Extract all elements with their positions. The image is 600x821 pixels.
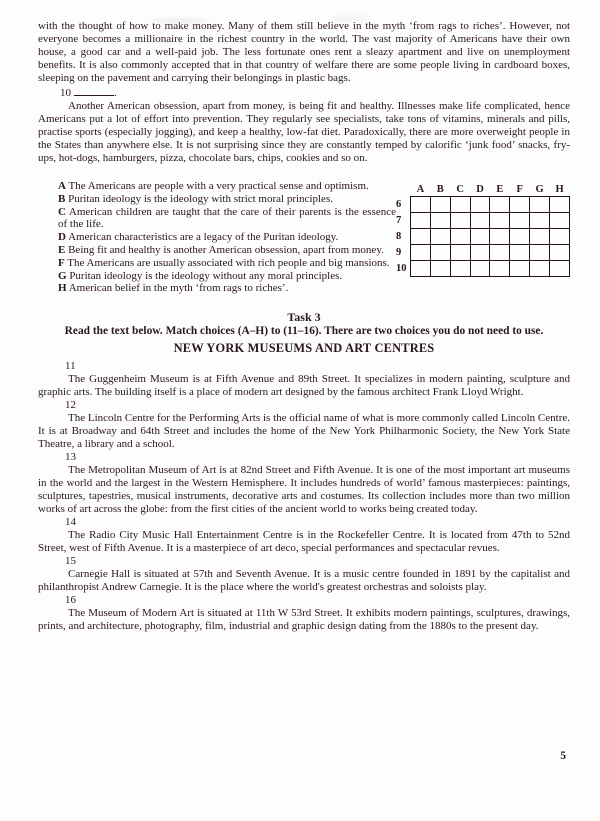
item-text: Carnegie Hall is situated at 57th and Seventh Avenue. It is a music centre founded in 1891 by the capitalist and philanthropist Andrew Carnegie. It is the place where the world's greatest orchestras and soloists play. <box>38 568 570 594</box>
option-text: The Americans are people with a very practical sense and optimism. <box>65 180 369 192</box>
option-letter: E <box>58 243 66 256</box>
answer-cell-9-B <box>430 245 450 261</box>
grid-column-label-D: D <box>476 183 484 195</box>
grid-row-label-6: 6 <box>396 199 402 210</box>
answer-cell-6-G <box>530 197 550 213</box>
grid-row-label-10: 10 <box>396 263 407 274</box>
grid-column-label-C: C <box>456 183 464 195</box>
answer-cell-9-D <box>470 245 490 261</box>
gap-punct: . <box>114 87 117 99</box>
option-text: American children are taught that the care of their parents is the essence of the life. <box>58 205 397 231</box>
item-12 <box>38 399 570 451</box>
grid-row-label-7: 7 <box>396 215 402 226</box>
matching-section <box>38 180 570 295</box>
grid-column-label-G: G <box>535 183 544 195</box>
grid-row-label-9: 9 <box>396 247 402 258</box>
option-letter: D <box>58 231 66 244</box>
answer-cell-7-C <box>450 213 470 229</box>
answer-cell-10-E <box>490 261 510 277</box>
answer-cell-10-G <box>530 261 550 277</box>
task3-heading: Task 3 <box>287 310 321 325</box>
item-number: 15 <box>65 555 76 568</box>
grid-column-label-A: A <box>416 183 425 195</box>
answer-cell-9-H <box>550 245 570 261</box>
item-number: 11 <box>65 360 76 373</box>
item-number: 14 <box>65 516 76 529</box>
answer-cell-10-A <box>410 261 430 277</box>
option-text: American belief in the myth ‘from rags to riches’. <box>66 282 289 295</box>
answer-cell-9-F <box>510 245 530 261</box>
option-B <box>58 193 396 206</box>
answer-cell-6-D <box>470 197 490 213</box>
item-13 <box>38 451 570 516</box>
answer-cell-7-G <box>530 213 550 229</box>
answer-cell-9-G <box>530 245 550 261</box>
option-text: Puritan ideology is the ideology with strict moral principles. <box>65 192 333 205</box>
item-text: The Guggenheim Museum is at Fifth Avenue and 89th Street. It specializes in modern painting, sculpture and graphic arts. The building itself is a place of modern art designed by the famous architect Frank Lloyd Wright. <box>38 373 570 399</box>
numbered-items <box>38 360 570 633</box>
paragraph-continuation: with the thought of how to make money. Many of them still believe in the myth ‘from rags to riches’. However, not everyone becomes a millionaire in the richest country in the world. The vast majority of Americans have their own house, a good car and a well-paid job. The less fortunate ones rent a sleazy apartment and live on unemployment benefits. It is also commonly accepted that in that country of welfare there are some people living in cardboard boxes, sleeping on the pavement and carrying their belongings in plastic bags. <box>38 20 570 84</box>
paragraph-obsession: Another American obsession, apart from money, is being fit and healthy. Illnesses make life complicated, hence Americans put a lot of effort into prevention. They regularly see specialists, take tons of vitamins, minerals and pills, practise sports (especially jogging), and keep a healthy, low-fat diet. Paradoxically, there are more overweight people in the States than anywhere else. It is not surprising since they are constantly temped by calorific ‘junk food’ snacks, fry-ups, hot-dogs, hamburgers, pizza, chocolate bars, chips, cookies and so on. <box>38 100 570 164</box>
answer-cell-10-F <box>510 261 530 277</box>
option-text: The Americans are usually associated with rich people and big mansions. <box>64 256 390 269</box>
scan-artifact <box>330 16 370 21</box>
option-C <box>58 206 396 232</box>
item-text: The Lincoln Centre for the Performing Arts is the official name of what is more commonly called Lincoln Centre. It is at Broadway and 64th Street and includes the home of the New York Philharmonic Society, the New York State Theatre, a library and a school. <box>38 412 570 451</box>
gap-number: 10 <box>60 87 71 99</box>
item-text: The Radio City Music Hall Entertainment Centre is in the Rockefeller Centre. It is located from 47th to 52nd Street, west of Fifth Avenue. It is a masterpiece of art deco, special performances and spectacular revues. <box>38 529 570 555</box>
answer-cell-10-D <box>470 261 490 277</box>
grid-row-label-8: 8 <box>396 231 402 242</box>
answer-cell-7-H <box>550 213 570 229</box>
answer-cell-8-E <box>490 229 510 245</box>
option-letter: G <box>58 269 67 282</box>
option-text: American characteristics are a legacy of the Puritan ideology. <box>65 231 339 244</box>
item-number: 13 <box>65 451 76 464</box>
answer-cell-10-B <box>430 261 450 277</box>
answer-cell-9-E <box>490 245 510 261</box>
scan-artifact <box>150 18 210 24</box>
gap-item-10 <box>60 85 570 100</box>
item-text: The Metropolitan Museum of Art is at 82nd Street and Fifth Avenue. It is one of the most important art museums in the world and the largest in the Western Hemisphere. It includes hundreds of world’ famous masterpieces: paintings, sculptures, tapestries, musical instruments, decorative arts and costumes. Its collection includes more than two million works of art across the globe: from the first cities of the ancient world to works being created today. <box>38 464 570 516</box>
option-letter: F <box>58 256 65 269</box>
option-letter: B <box>58 192 66 205</box>
answer-blank <box>74 85 114 96</box>
answer-grid <box>396 182 570 277</box>
answer-cell-8-A <box>410 229 430 245</box>
item-15 <box>38 555 570 594</box>
option-text: Being fit and healthy is another American obsession, apart from money. <box>65 243 384 256</box>
answer-cell-7-A <box>410 213 430 229</box>
grid-column-label-E: E <box>496 183 504 195</box>
answer-cell-7-B <box>430 213 450 229</box>
task3-instruction: Read the text below. Match choices (A–H) to (11–16). There are two choices you do not need to use. <box>64 325 544 338</box>
answer-cell-7-D <box>470 213 490 229</box>
item-number: 16 <box>65 594 76 607</box>
item-16 <box>38 594 570 633</box>
choices-list <box>58 180 396 295</box>
option-text: Puritan ideology is the ideology without any moral principles. <box>66 269 343 282</box>
answer-cell-10-H <box>550 261 570 277</box>
answer-cell-6-A <box>410 197 430 213</box>
grid-column-label-H: H <box>555 183 564 195</box>
grid-column-label-F: F <box>516 183 523 195</box>
option-F <box>58 257 396 270</box>
answer-cell-6-H <box>550 197 570 213</box>
grid-corner <box>396 182 410 197</box>
item-11 <box>38 360 570 399</box>
answer-cell-8-D <box>470 229 490 245</box>
option-E <box>58 244 396 257</box>
answer-cell-6-E <box>490 197 510 213</box>
answer-cell-9-A <box>410 245 430 261</box>
option-D <box>58 231 396 244</box>
option-letter: H <box>58 282 67 295</box>
option-letter: A <box>58 180 66 192</box>
answer-cell-7-F <box>510 213 530 229</box>
item-14 <box>38 516 570 555</box>
item-number: 12 <box>65 399 76 412</box>
answer-cell-10-C <box>450 261 470 277</box>
answer-cell-8-G <box>530 229 550 245</box>
answer-cell-6-F <box>510 197 530 213</box>
answer-cell-8-C <box>450 229 470 245</box>
answer-cell-7-E <box>490 213 510 229</box>
page-number: 5 <box>560 750 566 762</box>
answer-cell-8-H <box>550 229 570 245</box>
answer-cell-9-C <box>450 245 470 261</box>
option-A <box>58 180 396 193</box>
answer-cell-6-C <box>450 197 470 213</box>
grid-column-label-B: B <box>436 183 444 195</box>
answer-grid-wrap <box>396 182 570 277</box>
answer-cell-8-B <box>430 229 450 245</box>
item-text: The Museum of Modern Art is situated at 11th W 53rd Street. It exhibits modern paintings, sculptures, drawings, prints, and architecture, photography, film, industrial and graphic design dating from the 1880s to the present day. <box>38 607 570 633</box>
option-G <box>58 270 396 283</box>
text-title: NEW YORK MUSEUMS AND ART CENTRES <box>173 341 435 356</box>
answer-cell-6-B <box>430 197 450 213</box>
option-letter: C <box>58 205 66 218</box>
option-H <box>58 282 396 295</box>
answer-cell-8-F <box>510 229 530 245</box>
